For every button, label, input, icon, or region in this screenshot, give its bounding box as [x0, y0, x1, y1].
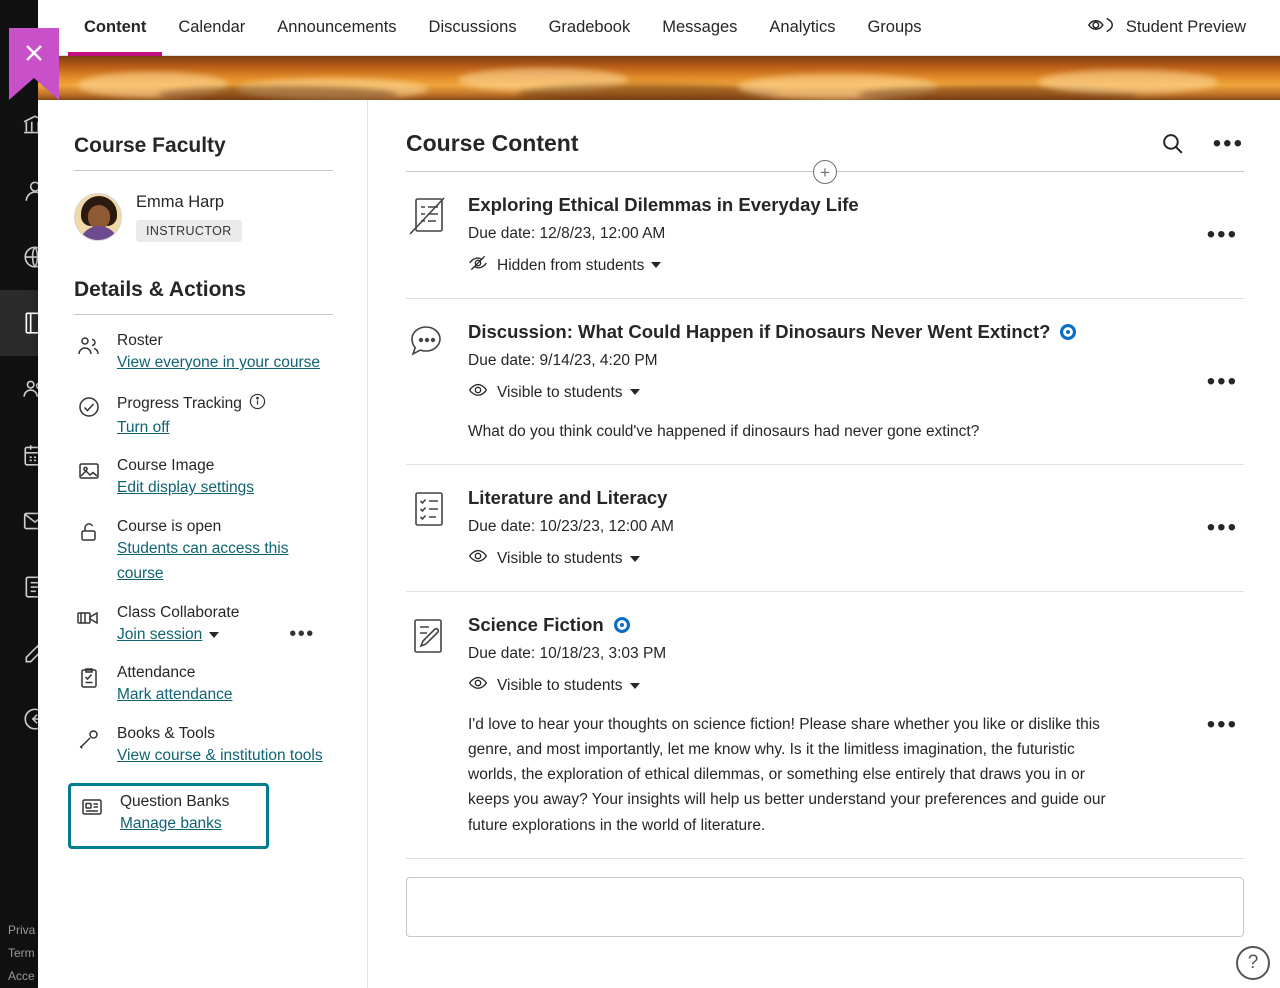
- tab-groups[interactable]: Groups: [867, 18, 922, 36]
- detail-collaborate-link[interactable]: Join session: [117, 622, 219, 648]
- detail-roster: [74, 332, 333, 376]
- eye-off-icon: [468, 253, 488, 278]
- check-circle-icon: [74, 393, 104, 421]
- details-actions-heading: Details & Actions: [74, 278, 333, 315]
- search-icon[interactable]: [1160, 131, 1185, 156]
- content-item-due: Due date: 10/18/23, 3:03 PM: [468, 645, 667, 663]
- content-item-options-button[interactable]: •••: [1206, 710, 1238, 738]
- rail-legal-terms[interactable]: Term: [8, 946, 35, 960]
- content-footer-card[interactable]: [406, 877, 1244, 937]
- faculty-role-badge: INSTRUCTOR: [136, 220, 242, 242]
- collaborate-icon: [74, 604, 104, 632]
- content-item-title[interactable]: [468, 614, 1174, 636]
- detail-question-banks-label: Question Banks: [120, 792, 230, 810]
- banner-cloud: [158, 86, 398, 100]
- visibility-selector[interactable]: [468, 253, 1174, 278]
- detail-books-tools-link[interactable]: View course & institution tools: [117, 746, 323, 764]
- detail-course-open-link[interactable]: Students can access this course: [117, 539, 289, 583]
- tab-gradebook[interactable]: Gradebook: [548, 18, 631, 36]
- detail-course-image-link[interactable]: Edit display settings: [117, 479, 254, 497]
- tab-calendar[interactable]: Calendar: [178, 18, 246, 36]
- tab-discussions[interactable]: Discussions: [428, 18, 517, 36]
- detail-attendance-link[interactable]: Mark attendance: [117, 686, 233, 704]
- detail-question-banks-link[interactable]: Manage banks: [120, 814, 222, 832]
- content-item-options-button[interactable]: •••: [1206, 367, 1238, 395]
- new-content-marker-icon: [614, 617, 630, 633]
- content-item-description: I'd love to hear your thoughts on science fiction! Please share whether you like or dislike this genre, and most importantly, let me know why. Is it the limitless imagination, the futuristic worlds, the exploration of ethical dilemmas, or something else entirely that draws you in or keeps you away? Your insights will help us better understand your preferences and guide our future explorations in the world of literature.: [468, 716, 1106, 834]
- course-tabs: [38, 0, 1280, 56]
- eye-icon: [468, 673, 488, 698]
- page-title: Course Content: [406, 130, 579, 156]
- detail-course-image: [74, 457, 333, 501]
- collaborate-options-button[interactable]: •••: [289, 623, 315, 646]
- help-icon[interactable]: ?: [1236, 946, 1270, 980]
- tab-messages[interactable]: Messages: [662, 18, 738, 36]
- course-faculty-heading: Course Faculty: [74, 134, 333, 171]
- detail-books-tools-label: Books & Tools: [117, 724, 215, 742]
- detail-progress-text: Progress Tracking: [117, 394, 242, 412]
- course-tabs-list: [38, 0, 938, 56]
- bank-icon: [77, 793, 107, 821]
- course-content-list: [368, 100, 1280, 988]
- content-item-description: What do you think could've happened if dinosaurs had never gone extinct?: [468, 423, 980, 440]
- unlock-icon: [74, 518, 104, 546]
- banner-cloud: [1038, 70, 1218, 94]
- content-item-title[interactable]: [468, 321, 1174, 343]
- visibility-selector[interactable]: [468, 546, 1174, 571]
- close-course-button[interactable]: [9, 28, 59, 78]
- tools-icon: [74, 725, 104, 753]
- content-item: [406, 172, 1244, 299]
- rail-legal-privacy[interactable]: Priva: [8, 923, 36, 937]
- faculty-member[interactable]: [74, 193, 333, 242]
- content-item-due: Due date: 12/8/23, 12:00 AM: [468, 225, 666, 242]
- visibility-label: Hidden from students: [497, 257, 661, 275]
- content-item-title-link[interactable]: Science Fiction: [468, 614, 604, 636]
- content-item-options-button[interactable]: •••: [1206, 514, 1238, 542]
- detail-books-tools: [74, 725, 333, 769]
- content-item-title-link[interactable]: Exploring Ethical Dilemmas in Everyday Life: [468, 194, 859, 215]
- content-item-title-link[interactable]: Discussion: What Could Happen if Dinosaurs Never Went Extinct?: [468, 321, 1051, 342]
- content-options-button[interactable]: •••: [1212, 129, 1244, 157]
- detail-course-open: [74, 518, 333, 587]
- content-item-due: Due date: 9/14/23, 4:20 PM: [468, 352, 658, 369]
- content-header-actions: [1160, 131, 1244, 156]
- visibility-selector[interactable]: [468, 380, 1174, 405]
- detail-progress-label: [117, 393, 333, 415]
- content-item-title[interactable]: [468, 194, 1174, 216]
- content-item: [406, 465, 1244, 592]
- course-content-area: [38, 100, 1280, 988]
- detail-attendance: [74, 664, 333, 708]
- detail-course-image-label: Course Image: [117, 457, 215, 475]
- tab-announcements[interactable]: Announcements: [277, 18, 397, 36]
- content-item-title[interactable]: [468, 487, 1174, 509]
- content-item: [406, 299, 1244, 465]
- eye-icon: [468, 380, 488, 405]
- info-icon[interactable]: [249, 393, 266, 415]
- faculty-name: Emma Harp: [136, 193, 225, 211]
- detail-roster-link[interactable]: View everyone in your course: [117, 354, 321, 371]
- details-sidebar: [38, 100, 368, 988]
- assignment-icon: [406, 487, 468, 571]
- discussion-icon: [406, 321, 468, 444]
- tab-content[interactable]: Content: [68, 0, 162, 56]
- course-banner-image: [38, 56, 1280, 100]
- assignment-icon: [406, 194, 468, 278]
- people-icon: [74, 332, 104, 360]
- detail-progress-tracking: [74, 393, 333, 441]
- content-item-due: Due date: 10/23/23, 12:00 AM: [468, 518, 674, 536]
- visibility-label: Visible to students: [497, 550, 640, 568]
- detail-roster-label: Roster: [117, 332, 163, 349]
- detail-class-collaborate: [74, 604, 333, 648]
- content-item-options-button[interactable]: •••: [1206, 221, 1238, 248]
- visibility-selector[interactable]: [468, 673, 1174, 698]
- detail-question-banks[interactable]: [68, 783, 269, 850]
- content-item-title-link[interactable]: Literature and Literacy: [468, 487, 668, 509]
- avatar: [74, 193, 122, 241]
- student-preview-button[interactable]: [1086, 13, 1280, 42]
- journal-icon: [406, 614, 468, 838]
- content-item: [406, 592, 1244, 859]
- image-icon: [74, 457, 104, 485]
- eye-icon: [468, 546, 488, 571]
- tab-analytics[interactable]: Analytics: [769, 18, 836, 36]
- rail-legal-accessibility[interactable]: Acce: [8, 969, 35, 983]
- add-content-button[interactable]: +: [813, 160, 837, 184]
- student-preview-icon: [1086, 13, 1116, 42]
- detail-progress-link[interactable]: Turn off: [117, 418, 170, 436]
- detail-attendance-label: Attendance: [117, 664, 196, 682]
- new-content-marker-icon: [1060, 324, 1076, 340]
- detail-collaborate-label: Class Collaborate: [117, 603, 240, 621]
- attendance-icon: [74, 664, 104, 692]
- visibility-label: Visible to students: [497, 677, 640, 695]
- detail-course-open-label: Course is open: [117, 517, 222, 535]
- student-preview-label: Student Preview: [1125, 18, 1246, 36]
- visibility-label: Visible to students: [497, 384, 640, 402]
